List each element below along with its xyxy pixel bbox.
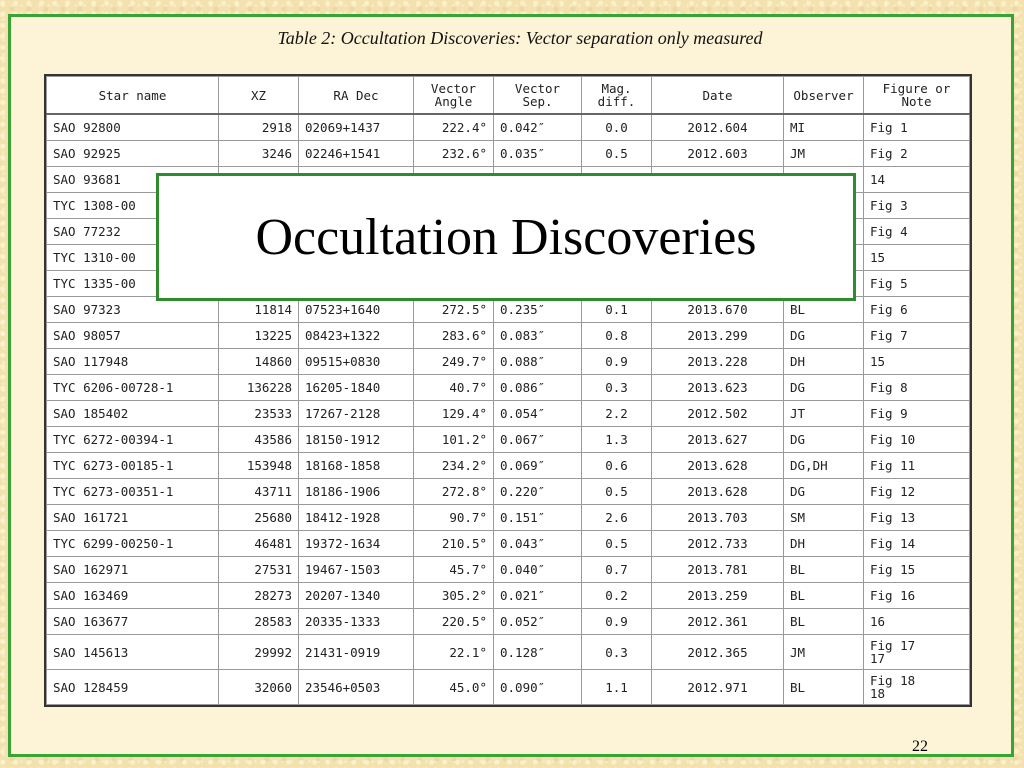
observer-cell: DG <box>784 323 864 349</box>
figure-note-cell <box>864 349 970 375</box>
vector-sep-cell: 0.151″ <box>494 505 582 531</box>
figure-note-line: Fig 18 <box>870 673 916 688</box>
observer-cell: BL <box>784 609 864 635</box>
date-cell: 2012.733 <box>652 531 784 557</box>
table-row <box>47 427 970 453</box>
figure-note-cell <box>864 245 970 271</box>
column-header-line: Vector <box>514 81 561 96</box>
date-cell: 2013.623 <box>652 375 784 401</box>
date-cell: 2013.628 <box>652 453 784 479</box>
ra-dec-cell: 02069+1437 <box>299 114 414 141</box>
star-name-cell: SAO 185402 <box>47 401 219 427</box>
observer-cell: DH <box>784 531 864 557</box>
ra-dec-cell: 18186-1906 <box>299 479 414 505</box>
mag-diff-cell: 0.6 <box>582 453 652 479</box>
star-name-cell: TYC 6272-00394-1 <box>47 427 219 453</box>
column-header-line: Angle <box>434 94 473 109</box>
figure-note-cell <box>864 271 970 297</box>
observer-cell: JM <box>784 141 864 167</box>
star-name-cell: SAO 92925 <box>47 141 219 167</box>
figure-note-cell <box>864 375 970 401</box>
figure-note-line: 17 <box>870 651 886 666</box>
figure-note-line: Fig 17 <box>870 638 916 653</box>
mag-diff-cell: 0.5 <box>582 531 652 557</box>
xz-cell: 2918 <box>219 114 299 141</box>
figure-note-cell <box>864 297 970 323</box>
xz-cell: 27531 <box>219 557 299 583</box>
table-row <box>47 114 970 141</box>
figure-note-cell <box>864 193 970 219</box>
figure-note-cell <box>864 401 970 427</box>
star-name-cell: SAO 128459 <box>47 670 219 705</box>
figure-note-cell <box>864 479 970 505</box>
star-name-cell: TYC 1308-00 <box>47 193 219 219</box>
observer-cell: DG <box>784 375 864 401</box>
vector-angle-cell: 129.4° <box>414 401 494 427</box>
ra-dec-cell: 02246+1541 <box>299 141 414 167</box>
figure-note-line: Fig 9 <box>870 406 908 421</box>
figure-note-cell <box>864 323 970 349</box>
table-row <box>47 635 970 670</box>
ra-dec-cell: 16205-1840 <box>299 375 414 401</box>
ra-dec-cell: 07523+1640 <box>299 297 414 323</box>
column-header-line: Figure or <box>882 81 951 96</box>
observer-cell: BL <box>784 583 864 609</box>
ra-dec-cell: 19372-1634 <box>299 531 414 557</box>
figure-note-line: Fig 16 <box>870 588 916 603</box>
star-name-cell: SAO 145613 <box>47 635 219 670</box>
vector-angle-cell: 272.8° <box>414 479 494 505</box>
xz-cell: 136228 <box>219 375 299 401</box>
mag-diff-cell: 0.7 <box>582 557 652 583</box>
date-cell: 2013.781 <box>652 557 784 583</box>
ra-dec-cell: 20207-1340 <box>299 583 414 609</box>
table-row <box>47 479 970 505</box>
figure-note-cell <box>864 609 970 635</box>
table-header-row <box>47 77 970 115</box>
table-row <box>47 609 970 635</box>
figure-note-cell <box>864 531 970 557</box>
mag-diff-cell: 0.9 <box>582 349 652 375</box>
vector-sep-cell: 0.088″ <box>494 349 582 375</box>
xz-cell: 13225 <box>219 323 299 349</box>
xz-cell: 14860 <box>219 349 299 375</box>
figure-note-line: 16 <box>870 614 886 629</box>
table-row <box>47 323 970 349</box>
observer-cell: SM <box>784 505 864 531</box>
figure-note-line: Fig 11 <box>870 458 916 473</box>
vector-sep-cell: 0.128″ <box>494 635 582 670</box>
observer-cell: DG <box>784 479 864 505</box>
xz-cell: 25680 <box>219 505 299 531</box>
vector-sep-cell: 0.043″ <box>494 531 582 557</box>
star-name-cell: SAO 93681 <box>47 167 219 193</box>
ra-dec-cell: 23546+0503 <box>299 670 414 705</box>
figure-note-line: 15 <box>870 250 886 265</box>
xz-cell: 32060 <box>219 670 299 705</box>
date-cell: 2013.299 <box>652 323 784 349</box>
vector-sep-cell: 0.042″ <box>494 114 582 141</box>
star-name-cell: TYC 6273-00351-1 <box>47 479 219 505</box>
date-cell: 2013.228 <box>652 349 784 375</box>
vector-sep-cell: 0.035″ <box>494 141 582 167</box>
vector-angle-cell: 222.4° <box>414 114 494 141</box>
date-cell: 2013.259 <box>652 583 784 609</box>
observer-cell: DG,DH <box>784 453 864 479</box>
column-header <box>299 77 414 115</box>
table-row <box>47 531 970 557</box>
figure-note-line: 14 <box>870 172 886 187</box>
slide-title: Occultation Discoveries <box>156 173 856 301</box>
xz-cell: 29992 <box>219 635 299 670</box>
star-name-cell: SAO 163469 <box>47 583 219 609</box>
figure-note-cell <box>864 670 970 705</box>
column-header <box>47 77 219 115</box>
figure-note-cell <box>864 583 970 609</box>
xz-cell: 3246 <box>219 141 299 167</box>
xz-cell: 28583 <box>219 609 299 635</box>
figure-note-cell <box>864 635 970 670</box>
xz-cell: 43711 <box>219 479 299 505</box>
mag-diff-cell: 1.1 <box>582 670 652 705</box>
vector-sep-cell: 0.090″ <box>494 670 582 705</box>
vector-sep-cell: 0.067″ <box>494 427 582 453</box>
figure-note-line: 18 <box>870 686 886 701</box>
vector-angle-cell: 40.7° <box>414 375 494 401</box>
table-row <box>47 141 970 167</box>
vector-angle-cell: 234.2° <box>414 453 494 479</box>
column-header-line: Star name <box>98 87 167 103</box>
observer-cell: BL <box>784 670 864 705</box>
xz-cell: 153948 <box>219 453 299 479</box>
figure-note-line: Fig 14 <box>870 536 916 551</box>
column-header-line: XZ <box>250 87 267 103</box>
ra-dec-cell: 21431-0919 <box>299 635 414 670</box>
date-cell: 2012.365 <box>652 635 784 670</box>
column-header <box>784 77 864 115</box>
vector-angle-cell: 283.6° <box>414 323 494 349</box>
figure-note-line: Fig 1 <box>870 120 908 135</box>
vector-sep-cell: 0.083″ <box>494 323 582 349</box>
figure-note-line: Fig 2 <box>870 146 908 161</box>
mag-diff-cell: 2.2 <box>582 401 652 427</box>
vector-angle-cell: 232.6° <box>414 141 494 167</box>
mag-diff-cell: 0.0 <box>582 114 652 141</box>
xz-cell: 46481 <box>219 531 299 557</box>
column-header-line: Vector <box>430 81 477 96</box>
figure-note-line: Fig 4 <box>870 224 908 239</box>
vector-angle-cell: 45.0° <box>414 670 494 705</box>
vector-angle-cell: 305.2° <box>414 583 494 609</box>
date-cell: 2012.361 <box>652 609 784 635</box>
vector-angle-cell: 220.5° <box>414 609 494 635</box>
table-row <box>47 349 970 375</box>
column-header-line: Note <box>901 94 932 109</box>
star-name-cell: TYC 6206-00728-1 <box>47 375 219 401</box>
table-row <box>47 401 970 427</box>
figure-note-line: 15 <box>870 354 886 369</box>
figure-note-line: Fig 13 <box>870 510 916 525</box>
column-header <box>414 77 494 115</box>
date-cell: 2012.604 <box>652 114 784 141</box>
star-name-cell: SAO 98057 <box>47 323 219 349</box>
figure-note-line: Fig 10 <box>870 432 916 447</box>
date-cell: 2013.628 <box>652 479 784 505</box>
vector-angle-cell: 210.5° <box>414 531 494 557</box>
vector-angle-cell: 90.7° <box>414 505 494 531</box>
star-name-cell: SAO 77232 <box>47 219 219 245</box>
mag-diff-cell: 0.5 <box>582 141 652 167</box>
star-name-cell: SAO 161721 <box>47 505 219 531</box>
column-header-line: Mag. <box>601 81 632 96</box>
ra-dec-cell: 17267-2128 <box>299 401 414 427</box>
figure-note-line: Fig 7 <box>870 328 908 343</box>
figure-note-cell <box>864 114 970 141</box>
star-name-cell: TYC 1335-00 <box>47 271 219 297</box>
column-header <box>494 77 582 115</box>
date-cell: 2013.670 <box>652 297 784 323</box>
vector-sep-cell: 0.021″ <box>494 583 582 609</box>
vector-sep-cell: 0.220″ <box>494 479 582 505</box>
star-name-cell: SAO 92800 <box>47 114 219 141</box>
ra-dec-cell: 18150-1912 <box>299 427 414 453</box>
mag-diff-cell: 0.8 <box>582 323 652 349</box>
ra-dec-cell: 08423+1322 <box>299 323 414 349</box>
star-name-cell: SAO 117948 <box>47 349 219 375</box>
observer-cell: JT <box>784 401 864 427</box>
star-name-cell: TYC 1310-00 <box>47 245 219 271</box>
date-cell: 2012.502 <box>652 401 784 427</box>
vector-angle-cell: 249.7° <box>414 349 494 375</box>
table-row <box>47 583 970 609</box>
observer-cell: DH <box>784 349 864 375</box>
star-name-cell: SAO 163677 <box>47 609 219 635</box>
figure-note-line: Fig 15 <box>870 562 916 577</box>
table-row <box>47 453 970 479</box>
observer-cell: JM <box>784 635 864 670</box>
column-header <box>582 77 652 115</box>
observer-cell: BL <box>784 557 864 583</box>
mag-diff-cell: 0.2 <box>582 583 652 609</box>
figure-note-line: Fig 6 <box>870 302 908 317</box>
star-name-cell: SAO 162971 <box>47 557 219 583</box>
mag-diff-cell: 2.6 <box>582 505 652 531</box>
star-name-cell: TYC 6299-00250-1 <box>47 531 219 557</box>
observer-cell: MI <box>784 114 864 141</box>
date-cell: 2012.971 <box>652 670 784 705</box>
date-cell: 2013.627 <box>652 427 784 453</box>
observer-cell: BL <box>784 297 864 323</box>
mag-diff-cell: 0.3 <box>582 635 652 670</box>
ra-dec-cell: 18412-1928 <box>299 505 414 531</box>
observer-cell: DG <box>784 427 864 453</box>
vector-angle-cell: 22.1° <box>414 635 494 670</box>
vector-angle-cell: 45.7° <box>414 557 494 583</box>
mag-diff-cell: 0.5 <box>582 479 652 505</box>
vector-sep-cell: 0.086″ <box>494 375 582 401</box>
figure-note-cell <box>864 453 970 479</box>
xz-cell: 11814 <box>219 297 299 323</box>
vector-angle-cell: 272.5° <box>414 297 494 323</box>
vector-sep-cell: 0.054″ <box>494 401 582 427</box>
mag-diff-cell: 0.1 <box>582 297 652 323</box>
star-name-cell: SAO 97323 <box>47 297 219 323</box>
mag-diff-cell: 1.3 <box>582 427 652 453</box>
figure-note-line: Fig 8 <box>870 380 908 395</box>
column-header-line: RA Dec <box>333 87 379 103</box>
figure-note-cell <box>864 219 970 245</box>
xz-cell: 43586 <box>219 427 299 453</box>
figure-note-cell <box>864 167 970 193</box>
figure-note-line: Fig 12 <box>870 484 916 499</box>
column-header-line: Date <box>702 87 733 103</box>
table-row <box>47 375 970 401</box>
vector-sep-cell: 0.235″ <box>494 297 582 323</box>
table-row <box>47 670 970 705</box>
table-caption: Table 2: Occultation Discoveries: Vector separation only measured <box>277 28 763 48</box>
figure-note-cell <box>864 557 970 583</box>
vector-sep-cell: 0.069″ <box>494 453 582 479</box>
column-header-line: Observer <box>793 87 854 103</box>
figure-note-cell <box>864 427 970 453</box>
page-number: 22 <box>912 738 928 755</box>
figure-note-line: Fig 3 <box>870 198 908 213</box>
column-header <box>864 77 970 115</box>
xz-cell: 23533 <box>219 401 299 427</box>
date-cell: 2013.703 <box>652 505 784 531</box>
column-header-line: Sep. <box>522 94 553 109</box>
figure-note-cell <box>864 141 970 167</box>
figure-note-line: Fig 5 <box>870 276 908 291</box>
column-header <box>219 77 299 115</box>
column-header <box>652 77 784 115</box>
ra-dec-cell: 19467-1503 <box>299 557 414 583</box>
vector-angle-cell: 101.2° <box>414 427 494 453</box>
ra-dec-cell: 18168-1858 <box>299 453 414 479</box>
table-row <box>47 557 970 583</box>
table-row <box>47 505 970 531</box>
mag-diff-cell: 0.9 <box>582 609 652 635</box>
column-header-line: diff. <box>597 94 636 109</box>
date-cell: 2012.603 <box>652 141 784 167</box>
ra-dec-cell: 20335-1333 <box>299 609 414 635</box>
ra-dec-cell: 09515+0830 <box>299 349 414 375</box>
occultation-table <box>46 76 970 705</box>
figure-note-cell <box>864 505 970 531</box>
mag-diff-cell: 0.3 <box>582 375 652 401</box>
star-name-cell: TYC 6273-00185-1 <box>47 453 219 479</box>
xz-cell: 28273 <box>219 583 299 609</box>
vector-sep-cell: 0.040″ <box>494 557 582 583</box>
vector-sep-cell: 0.052″ <box>494 609 582 635</box>
